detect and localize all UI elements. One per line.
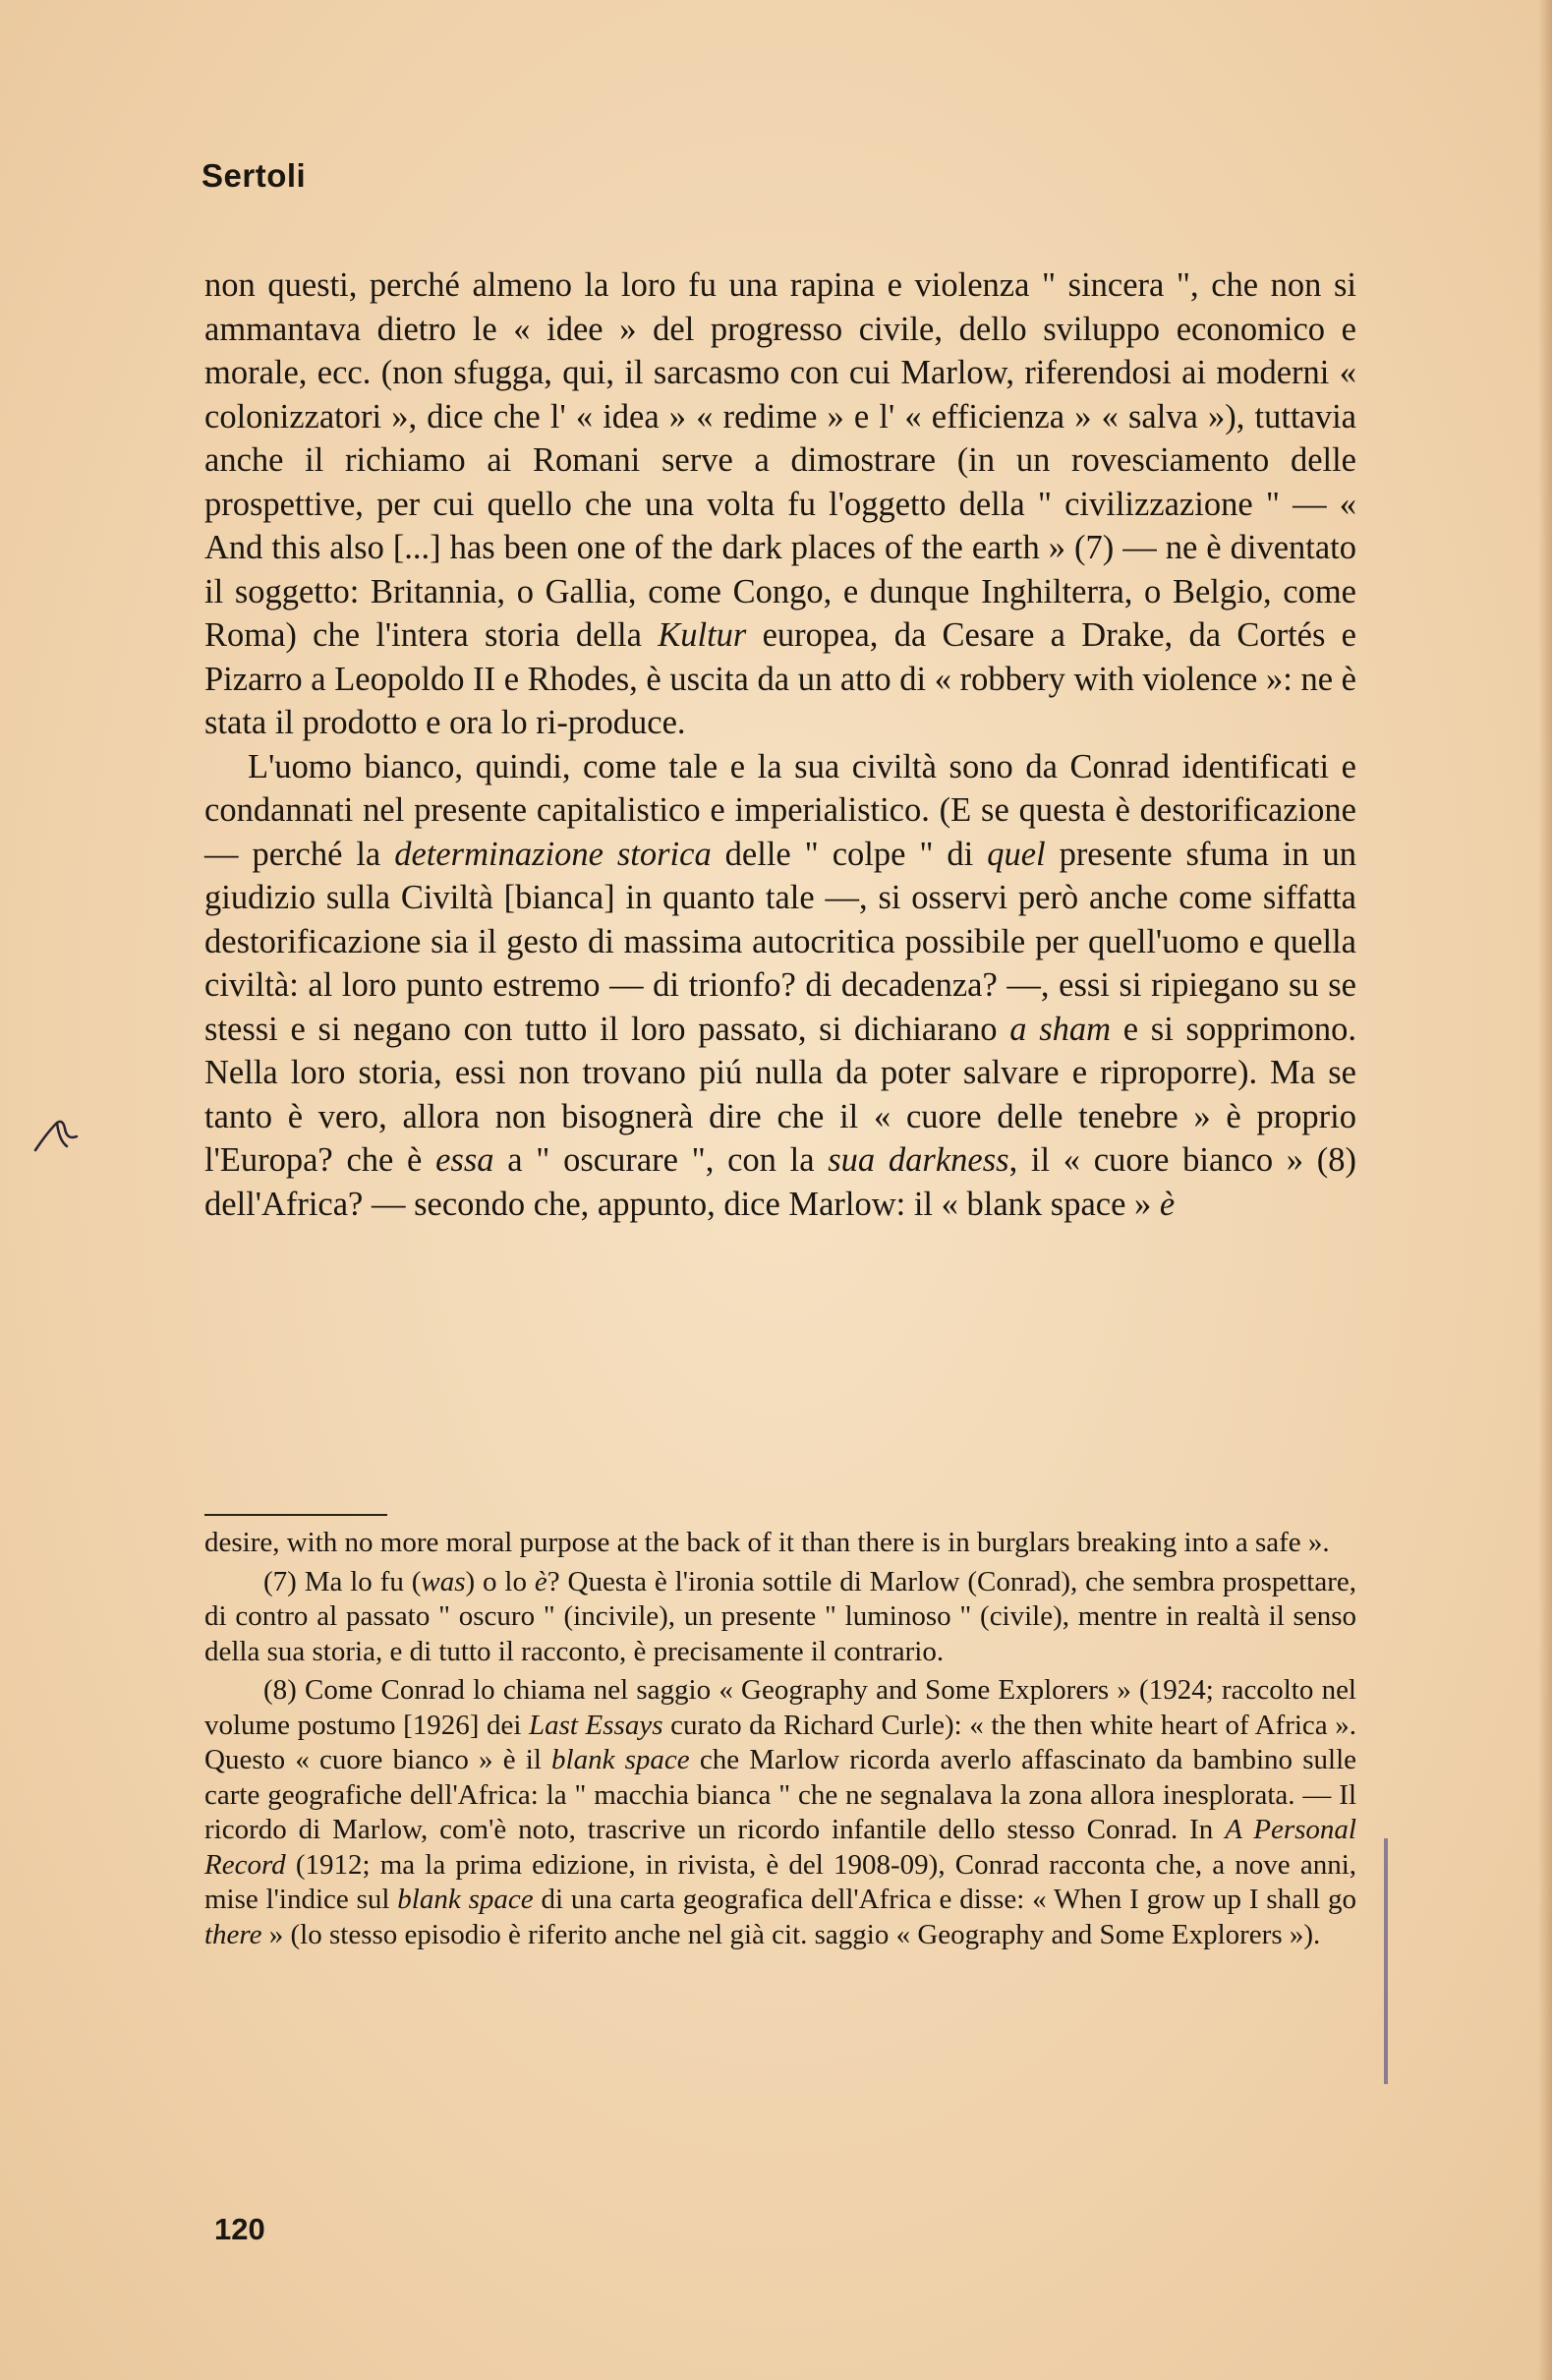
footnote-7 — [204, 1565, 1356, 1670]
running-header: Sertoli — [201, 157, 307, 194]
italic-run: there — [204, 1918, 262, 1950]
text-run: ) o lo — [465, 1565, 535, 1597]
italic-run: A Personal Record — [204, 1814, 1356, 1881]
text-run: delle " colpe " di — [711, 835, 988, 873]
paragraph-2 — [204, 745, 1356, 1227]
main-text — [204, 263, 1356, 1226]
margin-pencil-mark — [29, 1111, 88, 1160]
italic-run: a sham — [1009, 1010, 1112, 1048]
text-run: e si sopprimono. Nella loro storia, essi non trovano piú nulla da poter salvare e riproporre). Ma se tanto è vero, allora non bisognerà dire che il « cuore delle tenebre » è proprio l'Europa? che è — [204, 1010, 1356, 1179]
page-edge-shadow — [1538, 0, 1552, 2380]
italic-run: è — [534, 1565, 547, 1597]
text-run: » (lo stesso episodio è riferito anche nel già cit. saggio « Geography and Some Explorers »). — [261, 1918, 1321, 1950]
italic-run: Last Essays — [529, 1709, 663, 1741]
margin-ink-line — [1384, 1838, 1388, 2084]
page-number: 120 — [214, 2212, 265, 2246]
text-run: presente sfuma in un giudizio sulla Civiltà [bianca] in quanto tale —, si osservi però anche come siffatta destorificazione sia il gesto di massima autocritica possibile per quell'uomo e quella civiltà: al loro punto estremo — di trionfo? di decadenza? —, essi si ripiegano su se stessi e si negano con tutto il loro passato, si dichiarano — [204, 835, 1357, 1048]
text-run: a " oscurare ", con la — [493, 1141, 829, 1179]
italic-run: blank space — [551, 1744, 690, 1775]
text-run: ? Questa è l'ironia sottile di Marlow (Conrad), che sembra prospettare, di contro al passato " oscuro " (incivile), un presente " luminoso " (civile), mentre in realtà il senso della sua storia, e di tutto il racconto, è precisamente il contrario. — [204, 1565, 1357, 1667]
italic-run: essa — [435, 1141, 494, 1179]
italic-run: determinazione storica — [394, 835, 712, 873]
footnote-continuation: desire, with no more moral purpose at the back of it than there is in burglars breaking into a safe ». — [204, 1527, 1330, 1558]
text-run: (7) Ma lo fu ( — [263, 1565, 422, 1597]
footnotes — [204, 1526, 1356, 1952]
text-run: L'uomo bianco, quindi, come tale e la sua civiltà sono da Conrad identificati e condannati nel presente capitalistico e imperialistico. (E se questa è destorificazione — perché la — [204, 747, 1356, 873]
italic-run: was — [421, 1565, 466, 1597]
italic-run: Kultur — [658, 616, 747, 654]
text-run: europea, da Cesare a Drake, da Cortés e Pizarro a Leopoldo II e Rhodes, è uscita da un atto di « robbery with violence »: ne è stata il prodotto e ora lo ri-produce. — [204, 616, 1356, 741]
text-run: non questi, perché almeno la loro fu una rapina e violenza " sincera ", che non si ammantava dietro le « idee » del progresso civile, dello sviluppo economico e morale, ecc. (non sfugga, qui, il sarcasmo con cui Marlow, riferendosi ai moderni « colonizzatori », dice che l' « idea » « redime » e l' « efficienza » « salva »), tuttavia anche il richiamo ai Romani serve a dimostrare (in un rovesciamento delle prospettive, per cui quello che una volta fu l'oggetto della " civilizzazione " — « And this also [...] has been one of the dark places of the earth » (7) — ne è diventato il soggetto: Britannia, o Gallia, come Congo, e dunque Inghilterra, o Belgio, come Roma) che l'intera storia della — [204, 266, 1356, 654]
paragraph-1 — [204, 263, 1356, 745]
text-run: (1912; ma la prima edizione, in rivista, è del 1908-09), Conrad racconta che, a nove anni, mise l'indice sul — [204, 1848, 1356, 1915]
text-run: che Marlow ricorda averlo affascinato da bambino sulle carte geografiche dell'Africa: la " macchia bianca " che ne segnalava la zona allora inesplorata. — Il ricordo di Marlow, com'è noto, trascrive un ricordo infantile dello stesso Conrad. In — [204, 1744, 1356, 1845]
text-run: di una carta geografica dell'Africa e disse: « When I grow up I shall go — [533, 1884, 1356, 1915]
footnote-8 — [204, 1673, 1356, 1952]
italic-run: blank space — [397, 1884, 534, 1915]
text-run: curato da Richard Curle): « the then white heart of Africa ». Questo « cuore bianco » è il — [204, 1709, 1356, 1775]
italic-run: sua darkness — [828, 1141, 1009, 1179]
footnote-separator — [204, 1514, 387, 1516]
text-run: , il « cuore bianco » (8) dell'Africa? — secondo che, appunto, dice Marlow: il « blank space » — [204, 1141, 1356, 1223]
italic-run: è — [1159, 1185, 1176, 1223]
italic-run: quel — [987, 835, 1046, 873]
text-run: (8) Come Conrad lo chiama nel saggio « Geography and Some Explorers » (1924; raccolto nel volume postumo [1926] dei — [204, 1674, 1356, 1741]
